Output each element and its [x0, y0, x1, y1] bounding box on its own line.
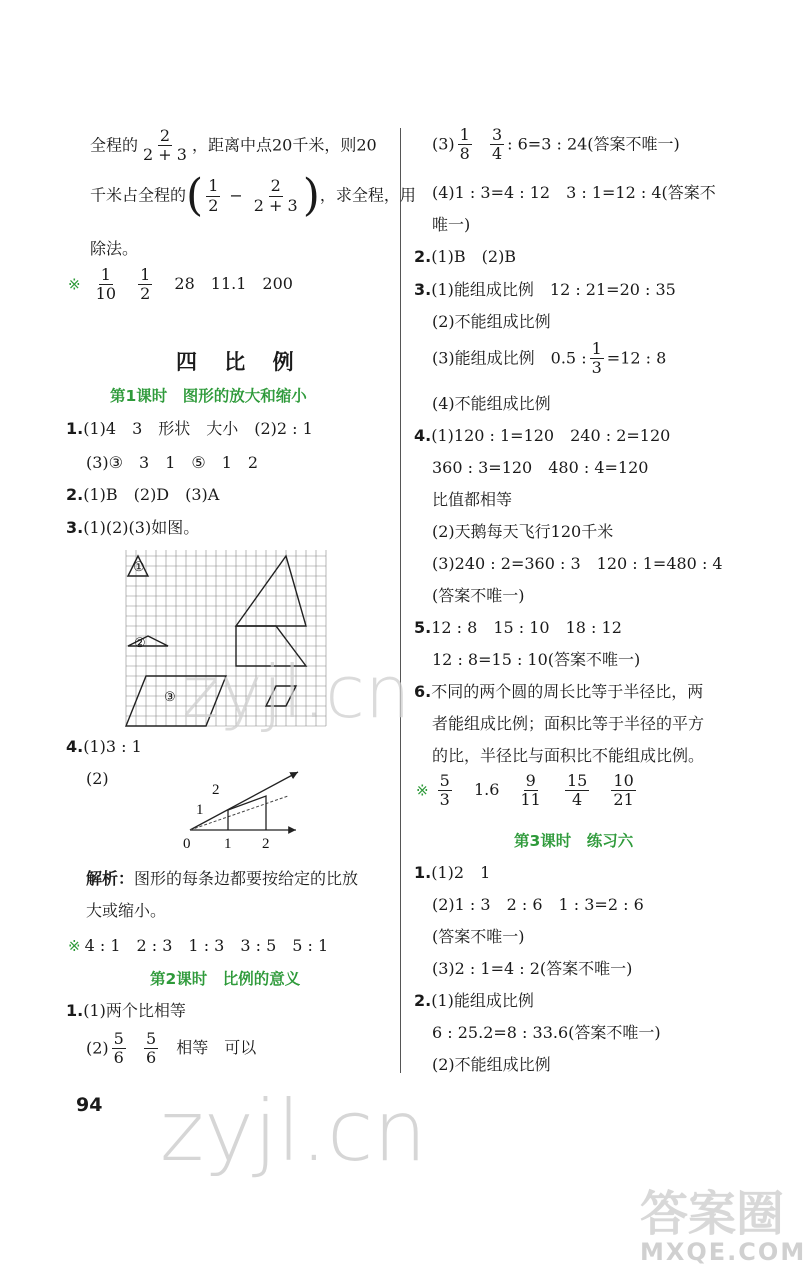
r-q4-l6: (答案不唯一) [432, 586, 525, 605]
logo-url: MXQE.COM [640, 1238, 807, 1266]
r-star-line: ※ $\frac{5}{3}$ 1.6 $\frac{9}{11}$ $\frac{15}{4}$ $\frac{10}{21}$ [416, 771, 634, 810]
l1-q1-line1: 1.(1)4 3 形状 大小 (2)2 : 1 [66, 419, 313, 438]
r-q4-l4: (2)天鹅每天飞行120千米 [432, 522, 614, 541]
r-l3q1-l3: (答案不唯一) [432, 927, 525, 946]
axis-label-y2: 2 [212, 782, 220, 798]
fig-label-3: ③ [164, 690, 176, 705]
analysis-line2: 大或缩小。 [86, 901, 167, 920]
r-line-2: (4)1 : 3=4 : 12 3 : 1=12 : 4(答案不 [432, 183, 716, 202]
axis-label-x2: 2 [262, 836, 270, 850]
page-number: 94 [76, 1094, 103, 1116]
left-star-ratios: ※ 4 : 1 2 : 3 1 : 3 3 : 5 5 : 1 [68, 936, 329, 955]
left-line-1: 全程的 $\frac{2}{2 + 3}$ ，距离中点20千米，则20 [90, 126, 377, 165]
r-q4-l3: 比值都相等 [432, 490, 513, 509]
r-l3q1-l4: (3)2 : 1=4 : 2(答案不唯一) [432, 959, 633, 978]
r-q6-l2: 者能组成比例；面积比等于半径的平方 [432, 714, 705, 733]
large-triangle [236, 556, 306, 626]
fig-label-2: ② [134, 636, 146, 651]
l1-q1-line2: (3)③ 3 1 ⑤ 1 2 [86, 453, 259, 472]
r-l3q1-l1: 1.(1)2 1 [414, 863, 491, 882]
r-q3-l3: (3)能组成比例 0.5 : $\frac{1}{3}$ =12 : 8 [432, 339, 667, 378]
r-q4-l1: 4.(1)120 : 1=120 240 : 2=120 [414, 426, 671, 445]
r-l3q2-l3: (2)不能组成比例 [432, 1055, 551, 1074]
fraction: $\frac{2}{2 + 3}$ [143, 126, 187, 165]
axis-label-0: 0 [183, 836, 191, 850]
r-q3-l2: (2)不能组成比例 [432, 312, 551, 331]
r-q3-l1: 3.(1)能组成比例 12 : 21=20 : 35 [414, 280, 676, 299]
analysis-line1: 解析：图形的每条边都要按给定的比放 [86, 869, 359, 888]
l1-q3: 3.(1)(2)(3)如图。 [66, 518, 200, 537]
left-star-line: ※ $\frac{1}{10}$ $\frac{1}{2}$ 28 11.1 200 [68, 265, 293, 304]
left-line-2: 千米占全程的( $\frac{1}{2}$ − $\frac{2}{2 + 3}$ )，求全程，用 [90, 170, 416, 221]
r-q6-l3: 的比，半径比与面积比不能组成比例。 [432, 746, 705, 765]
lesson-2-title: 第2课时 比例的意义 [150, 970, 301, 988]
r-q3-l4: (4)不能组成比例 [432, 394, 551, 413]
logo-watermark [640, 1186, 810, 1280]
dashed-ray [190, 796, 288, 830]
r-q6-l1: 6.不同的两个圆的周长比等于半径比，两 [414, 682, 704, 701]
axis-label-x1: 1 [224, 836, 232, 850]
l2-q1-line1: 1.(1)两个比相等 [66, 1001, 186, 1020]
l1-q4-line1: 4.(1)3 : 1 [66, 737, 142, 756]
l2-q1-line2: (2) $\frac{5}{6}$ $\frac{5}{6}$ 相等 可以 [86, 1029, 257, 1068]
column-divider [400, 128, 401, 1073]
axis-label-y1: 1 [196, 802, 204, 818]
axis-figure [180, 768, 310, 850]
ray [190, 772, 298, 830]
r-q4-l2: 360 : 3=120 480 : 4=120 [432, 458, 649, 477]
watermark-mid: zyjl.cn [182, 650, 411, 734]
l1-q4-line2: (2) [86, 769, 109, 788]
r-l3q1-l2: (2)1 : 3 2 : 6 1 : 3=2 : 6 [432, 895, 644, 914]
r-line-3: 唯一) [432, 215, 471, 234]
lesson-1-title: 第1课时 图形的放大和缩小 [110, 387, 307, 405]
r-q4-l5: (3)240 : 2=360 : 3 120 : 1=480 : 4 [432, 554, 723, 573]
watermark-bottom: zyjl.cn [160, 1082, 427, 1180]
section-title: 四 比 例 [176, 350, 304, 374]
r-q5-l2: 12 : 8=15 : 10(答案不唯一) [432, 650, 641, 669]
r-l3q2-l1: 2.(1)能组成比例 [414, 991, 534, 1010]
lesson-3-title: 第3课时 练习六 [514, 832, 634, 850]
logo-text: 答案圈 [640, 1186, 785, 1242]
r-l3q2-l2: 6 : 25.2=8 : 33.6(答案不唯一) [432, 1023, 661, 1042]
r-line-1: (3) $\frac{1}{8}$ $\frac{3}{4}$ : 6=3 : 24(答案不唯一) [432, 125, 680, 164]
segment-2 [228, 796, 266, 830]
l1-q2: 2.(1)B (2)D (3)A [66, 485, 220, 504]
left-line-3: 除法。 [90, 239, 139, 258]
fig-label-1: ① [133, 560, 145, 575]
r-q5-l1: 5.12 : 8 15 : 10 18 : 12 [414, 618, 622, 637]
r-q2: 2.(1)B (2)B [414, 247, 517, 266]
